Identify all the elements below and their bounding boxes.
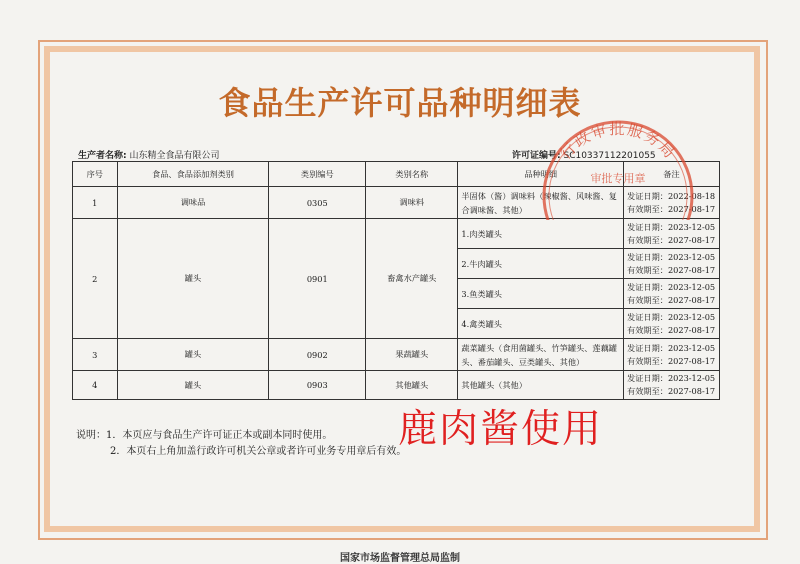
notes-block (76, 428, 406, 460)
row-code: 0902 (269, 339, 366, 371)
valid-until: 有效期至：2027-08-17 (627, 324, 716, 335)
row-category: 罐头 (117, 339, 269, 371)
header-name: 类别名称 (366, 162, 458, 187)
valid-until: 有效期至：2027-08-17 (627, 386, 716, 396)
table-row (73, 371, 720, 400)
document-title: 食品生产许可品种明细表 (218, 84, 582, 122)
row-no: 2 (73, 219, 118, 339)
valid-until: 有效期至：2027-08-17 (627, 355, 716, 366)
row-detail: 4.禽类罐头 (458, 309, 624, 339)
row-category: 罐头 (117, 371, 269, 400)
producer-label: 生产者名称: (78, 151, 127, 161)
svg-text:行政审批服务局: 行政审批服务局 (556, 119, 680, 163)
row-no: 4 (73, 371, 118, 400)
row-code: 0305 (269, 187, 366, 219)
header-remark: 备注 (624, 162, 720, 187)
footer-supervisor: 国家市场监督管理总局监制 (340, 553, 460, 564)
header-code: 类别编号 (269, 162, 366, 187)
row-no: 3 (73, 339, 118, 371)
notes-text-1: 1．本页应与食品生产许可证正本或副本同时使用。 (106, 430, 333, 441)
valid-until: 有效期至：2027-08-17 (627, 234, 716, 245)
row-detail: 其他罐头（其他） (458, 371, 624, 400)
row-remark (624, 371, 720, 400)
header-no: 序号 (73, 162, 118, 187)
row-remark (624, 279, 720, 309)
notes-line-1 (76, 428, 406, 444)
valid-until: 有效期至：2027-08-17 (627, 264, 716, 275)
official-seal (538, 100, 698, 220)
notes-line-2: 2．本页右上角加盖行政许可机关公章或者许可业务专用章后有效。 (110, 446, 407, 457)
valid-until: 有效期至：2027-08-17 (627, 203, 716, 214)
issue-date: 发证日期：2023-12-05 (627, 281, 716, 292)
license-number: SC10337112201055 (563, 151, 656, 161)
row-code: 0903 (269, 371, 366, 400)
issue-date: 发证日期：2023-12-05 (627, 373, 716, 383)
row-remark (624, 339, 720, 371)
issue-date: 发证日期：2023-12-05 (627, 342, 716, 353)
svg-text:审批专用章: 审批专用章 (590, 172, 646, 185)
row-detail: 蔬菜罐头（食用菌罐头、竹笋罐头、莲藕罐头、番茄罐头、豆类罐头、其他） (458, 339, 624, 371)
row-name: 其他罐头 (366, 371, 458, 400)
row-name: 调味料 (366, 187, 458, 219)
row-category: 罐头 (117, 219, 269, 339)
issue-date: 发证日期：2023-12-05 (627, 251, 716, 262)
row-detail: 3.鱼类罐头 (458, 279, 624, 309)
table-row (73, 339, 720, 371)
row-code: 0901 (269, 219, 366, 339)
issue-date: 发证日期：2023-12-05 (627, 311, 716, 322)
row-name: 果蔬罐头 (366, 339, 458, 371)
row-detail: 半固体（酱）调味料（辣椒酱、风味酱、复合调味酱、其他） (458, 187, 624, 219)
producer-name: 山东精全食品有限公司 (129, 151, 220, 161)
header-details: 品种明细 (458, 162, 624, 187)
row-detail: 1.肉类罐头 (458, 219, 624, 249)
valid-until: 有效期至：2027-08-17 (627, 294, 716, 305)
issue-date: 发证日期：2023-12-05 (627, 221, 716, 232)
row-remark (624, 249, 720, 279)
row-name: 畜禽水产罐头 (366, 219, 458, 339)
row-category: 调味品 (117, 187, 269, 219)
notes-label: 说明： (76, 430, 106, 441)
table-row (73, 219, 720, 249)
row-detail: 2.牛肉罐头 (458, 249, 624, 279)
issue-date: 发证日期：2022-08-18 (627, 190, 716, 201)
row-remark (624, 309, 720, 339)
header-category: 食品、食品添加剂类别 (117, 162, 269, 187)
row-no: 1 (73, 187, 118, 219)
license-label: 许可证编号: (512, 151, 561, 161)
overlay-annotation: 鹿肉酱使用 (398, 407, 604, 452)
row-remark (624, 219, 720, 249)
producer-line (78, 148, 220, 161)
